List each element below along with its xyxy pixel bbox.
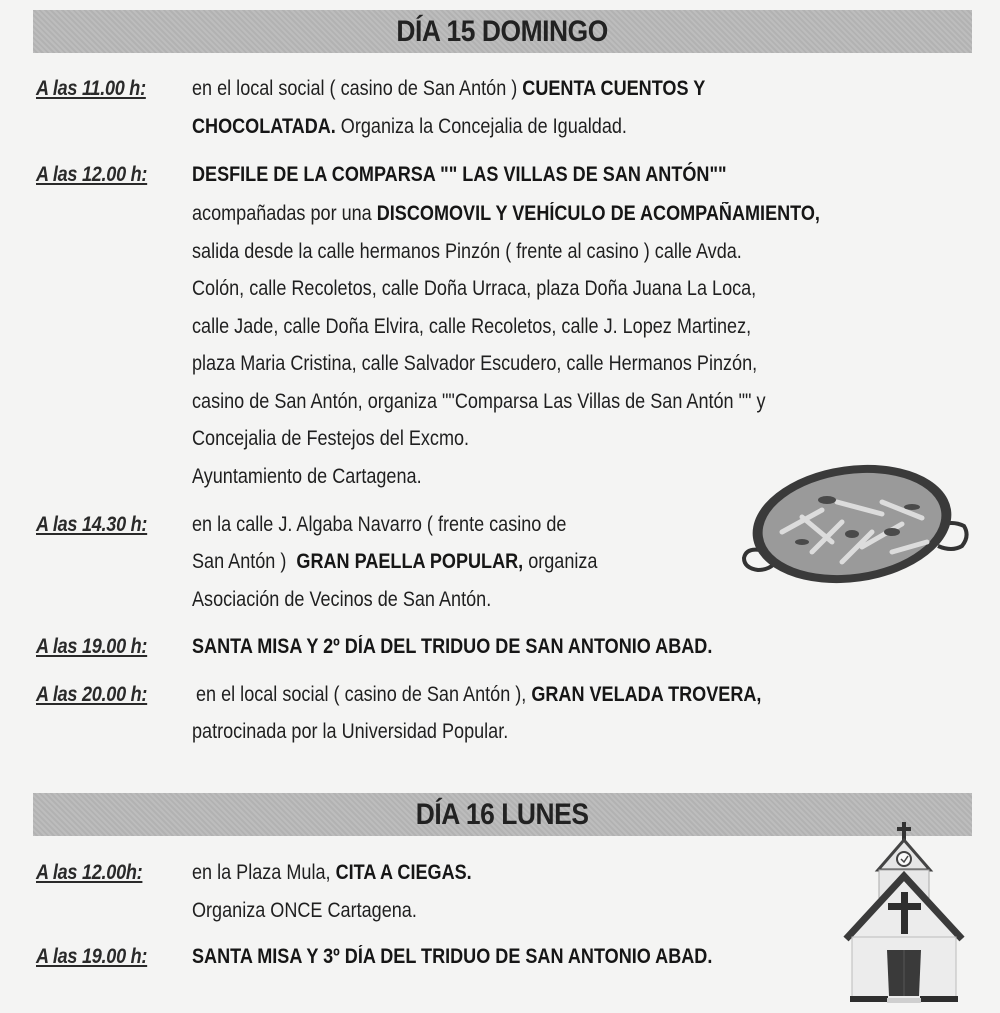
paella-pan-icon	[742, 462, 972, 590]
event-line: calle Jade, calle Doña Elvira, calle Recoletos, calle J. Lopez Martinez,	[192, 315, 752, 338]
event-time: A las 20.00 h:	[36, 683, 148, 706]
event-line: salida desde la calle hermanos Pinzón ( frente al casino ) calle Avda.	[192, 240, 742, 263]
event-line: en la Plaza Mula, CITA A CIEGAS.	[192, 861, 472, 884]
event-line: en el local social ( casino de San Antón ) CUENTA CUENTOS Y	[192, 77, 706, 100]
day-header-15	[33, 10, 972, 53]
day-title: DÍA 16 LUNES	[416, 797, 589, 831]
event-line: patrocinada por la Universidad Popular.	[192, 720, 509, 743]
event-line: CHOCOLATADA. Organiza la Concejalia de Igualdad.	[192, 115, 627, 138]
event-line: DESFILE DE LA COMPARSA "" LAS VILLAS DE SAN ANTÓN""	[192, 163, 727, 186]
event-line: en la calle J. Algaba Navarro ( frente casino de	[192, 513, 567, 536]
event-line: casino de San Antón, organiza ""Comparsa Las Villas de San Antón "" y	[192, 390, 766, 413]
event-line: Colón, calle Recoletos, calle Doña Urraca, plaza Doña Juana La Loca,	[192, 277, 757, 300]
event-line: SANTA MISA Y 2º DÍA DEL TRIDUO DE SAN ANTONIO ABAD.	[192, 635, 713, 658]
event-time: A las 11.00 h:	[36, 77, 146, 100]
event-line: plaza Maria Cristina, calle Salvador Escudero, calle Hermanos Pinzón,	[192, 352, 758, 375]
day-title: DÍA 15 DOMINGO	[396, 14, 609, 48]
event-line: en el local social ( casino de San Antón ), GRAN VELADA TROVERA,	[196, 683, 762, 706]
event-line: SANTA MISA Y 3º DÍA DEL TRIDUO DE SAN ANTONIO ABAD.	[192, 945, 713, 968]
day-header-16	[33, 793, 972, 836]
event-line: Organiza ONCE Cartagena.	[192, 899, 417, 922]
event-time: A las 19.00 h:	[36, 945, 148, 968]
event-time: A las 19.00 h:	[36, 635, 148, 658]
event-line: Asociación de Vecinos de San Antón.	[192, 588, 492, 611]
event-time: A las 14.30 h:	[36, 513, 148, 536]
event-line: Ayuntamiento de Cartagena.	[192, 465, 422, 488]
church-icon	[843, 822, 965, 1008]
event-time: A las 12.00 h:	[36, 163, 148, 186]
event-line: San Antón ) GRAN PAELLA POPULAR, organiza	[192, 550, 598, 573]
event-line: Concejalia de Festejos del Excmo.	[192, 427, 470, 450]
event-line: acompañadas por una DISCOMOVIL Y VEHÍCULO DE ACOMPAÑAMIENTO,	[192, 202, 820, 225]
event-time: A las 12.00h:	[36, 861, 143, 884]
